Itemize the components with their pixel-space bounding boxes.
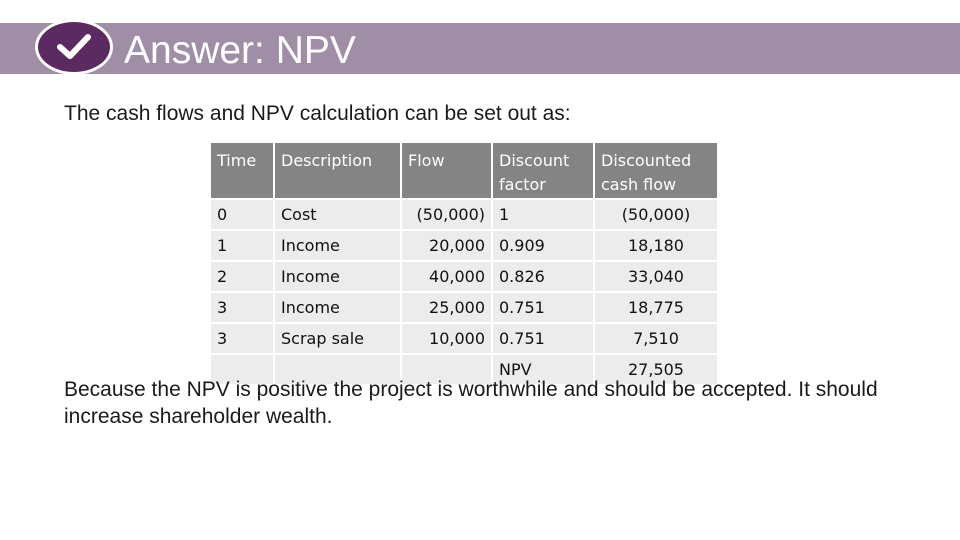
cell-time: 0 — [210, 199, 274, 230]
cell-description: Income — [274, 292, 401, 323]
table-row — [210, 323, 718, 354]
intro-text: The cash flows and NPV calculation can be set out as: — [64, 102, 571, 125]
header-discounted-cash-flow: Discounted cash flow — [594, 142, 718, 199]
cell-discounted-cash-flow: 18,180 — [594, 230, 718, 261]
header-flow: Flow — [401, 142, 492, 199]
npv-value: 27,505 — [594, 354, 718, 385]
cell-time: 2 — [210, 261, 274, 292]
cell-time: 1 — [210, 230, 274, 261]
check-badge — [35, 19, 113, 75]
cell-description: Income — [274, 261, 401, 292]
cell-discounted-cash-flow: 33,040 — [594, 261, 718, 292]
table-row — [210, 199, 718, 230]
header-discount-factor: Discount factor — [492, 142, 594, 199]
cell-discounted-cash-flow: 7,510 — [594, 323, 718, 354]
conclusion-text: Because the NPV is positive the project is worthwhile and should be accepted. It should increase shareholder wealth. — [64, 378, 878, 428]
cell-description: Cost — [274, 199, 401, 230]
cell-discounted-cash-flow: (50,000) — [594, 199, 718, 230]
checkmark-icon — [38, 22, 110, 72]
cell-discount-factor: 0.826 — [492, 261, 594, 292]
table-row — [210, 261, 718, 292]
cell-flow: (50,000) — [401, 199, 492, 230]
page-title: Answer: NPV — [124, 29, 356, 72]
cell-discount-factor: 0.751 — [492, 292, 594, 323]
cell-discounted-cash-flow: 18,775 — [594, 292, 718, 323]
header-time: Time — [210, 142, 274, 199]
cell-flow: 10,000 — [401, 323, 492, 354]
table-row — [210, 230, 718, 261]
cell-discount-factor: 0.751 — [492, 323, 594, 354]
cell-discount-factor: 1 — [492, 199, 594, 230]
npv-table — [209, 141, 719, 386]
npv-label: NPV — [492, 354, 594, 385]
header-description: Description — [274, 142, 401, 199]
cell-discount-factor: 0.909 — [492, 230, 594, 261]
cell-flow: 40,000 — [401, 261, 492, 292]
cell-time: 3 — [210, 292, 274, 323]
table-header-row — [210, 142, 718, 199]
cell-description: Income — [274, 230, 401, 261]
cell-flow: 25,000 — [401, 292, 492, 323]
cell-flow: 20,000 — [401, 230, 492, 261]
cell-description: Scrap sale — [274, 323, 401, 354]
table-row — [210, 292, 718, 323]
cell-time: 3 — [210, 323, 274, 354]
